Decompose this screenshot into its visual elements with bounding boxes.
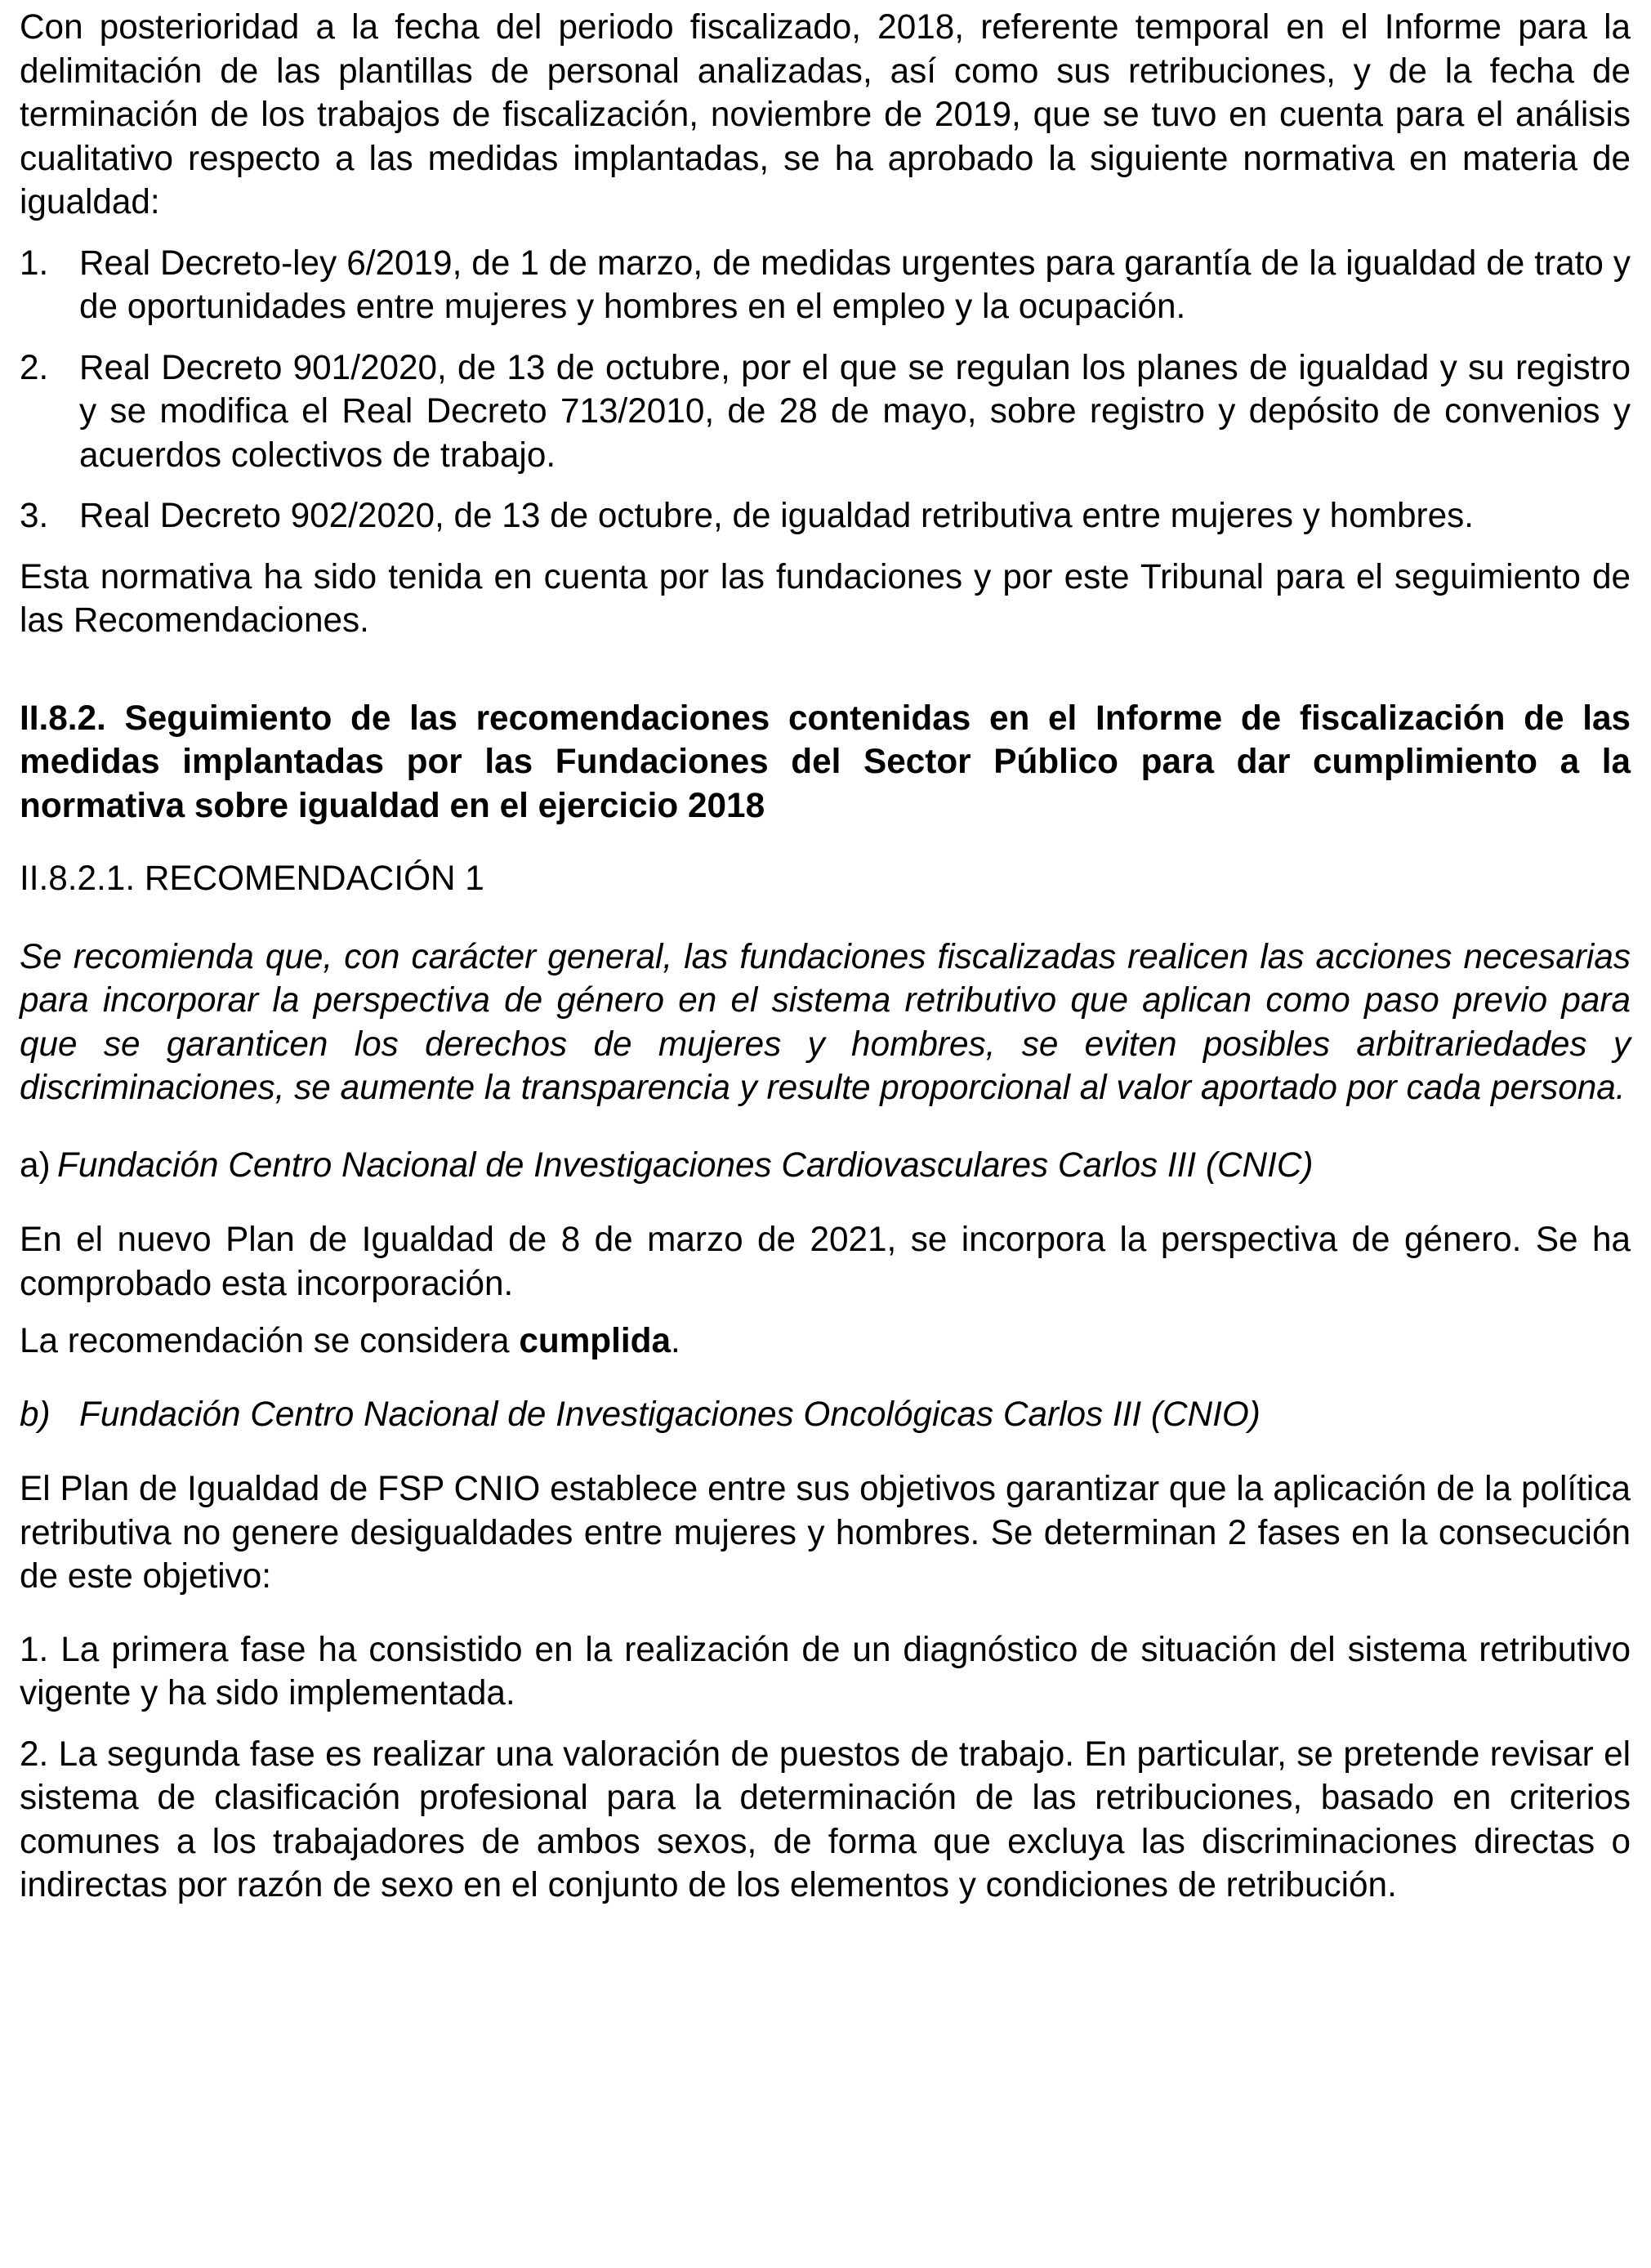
foundation-a-name: Fundación Centro Nacional de Investigaciones Cardiovasculares Carlos III (CNIC)	[57, 1145, 1314, 1184]
foundation-a-verdict	[20, 1319, 1631, 1363]
intro-paragraph: Con posterioridad a la fecha del periodo fiscalizado, 2018, referente temporal en el Informe para la delimitación de las plantillas de personal analizadas, así como sus retribuciones, y de la fecha de terminación de los trabajos de fiscalización, noviembre de 2019, que se tuvo en cuenta para el análisis cualitativo respecto a las medidas implantadas, se ha aprobado la siguiente normativa en materia de igualdad:	[20, 7, 1631, 221]
recommendation-text: Se recomienda que, con carácter general, las fundaciones fiscalizadas realicen las acciones necesarias para incorporar la perspectiva de género en el sistema retributivo que aplican como paso previo para que se garanticen los derechos de mujeres y hombres, se eviten posibles arbitrariedades y discriminaciones, se aumente la transparencia y resulte proporcional al valor aportado por cada persona.	[20, 936, 1631, 1106]
verdict-status: cumplida	[519, 1321, 671, 1359]
list-item-text: Real Decreto 902/2020, de 13 de octubre, de igualdad retributiva entre mujeres y hombres.	[79, 496, 1474, 534]
foundation-b-name: Fundación Centro Nacional de Investigaciones Oncológicas Carlos III (CNIO)	[79, 1394, 1261, 1433]
recommendation-subheading: II.8.2.1. RECOMENDACIÓN 1	[20, 859, 484, 897]
verdict-suffix: .	[671, 1321, 680, 1359]
foundation-b-phase-2: 2. La segunda fase es realizar una valoración de puestos de trabajo. En particular, se pretende revisar el sistema de clasificación profesional para la determinación de las retribuciones, basado en criterios comunes a los trabajadores de ambos sexos, de forma que excluya las discriminaciones directas o indirectas por razón de sexo en el conjunto de los elementos y condiciones de retribución.	[20, 1734, 1631, 1904]
list-item	[20, 241, 1631, 328]
normativa-list	[20, 241, 1631, 538]
foundation-a-label: a)	[20, 1145, 51, 1184]
foundation-a-title	[20, 1143, 1631, 1187]
foundation-b-phase-1: 1. La primera fase ha consistido en la realización de un diagnóstico de situación del sistema retributivo vigente y ha sido implementada.	[20, 1629, 1631, 1712]
foundation-a-paragraph: En el nuevo Plan de Igualdad de 8 de marzo de 2021, se incorpora la perspectiva de género. Se ha comprobado esta incorporación.	[20, 1220, 1631, 1302]
list-item-number: 1.	[20, 243, 49, 282]
foundation-b-label: b)	[20, 1394, 51, 1433]
document-page	[20, 5, 1631, 1907]
verdict-prefix: La recomendación se considera	[20, 1321, 520, 1359]
section-heading: II.8.2. Seguimiento de las recomendaciones contenidas en el Informe de fiscalización de las medidas implantadas por las Fundaciones del Sector Público para dar cumplimiento a la normativa sobre igualdad en el ejercicio 2018	[20, 698, 1631, 824]
list-item-number: 3.	[20, 496, 49, 534]
normativa-closing-paragraph: Esta normativa ha sido tenida en cuenta por las fundaciones y por este Tribunal para el seguimiento de las Recomendaciones.	[20, 556, 1631, 639]
list-item-number: 2.	[20, 347, 49, 386]
foundation-b-title	[20, 1392, 1631, 1436]
list-item-text: Real Decreto-ley 6/2019, de 1 de marzo, de medidas urgentes para garantía de la igualdad de trato y de oportunidades entre mujeres y hombres en el empleo y la ocupación.	[79, 243, 1631, 325]
list-item-text: Real Decreto 901/2020, de 13 de octubre, por el que se regulan los planes de igualdad y su registro y se modifica el Real Decreto 713/2010, de 28 de mayo, sobre registro y depósito de convenios y acuerdos colectivos de trabajo.	[79, 347, 1631, 474]
foundation-b-paragraph: El Plan de Igualdad de FSP CNIO establece entre sus objetivos garantizar que la aplicación de la política retributiva no genere desigualdades entre mujeres y hombres. Se determinan 2 fases en la consecución de este objetivo:	[20, 1469, 1631, 1595]
list-item	[20, 493, 1631, 538]
list-item	[20, 346, 1631, 477]
